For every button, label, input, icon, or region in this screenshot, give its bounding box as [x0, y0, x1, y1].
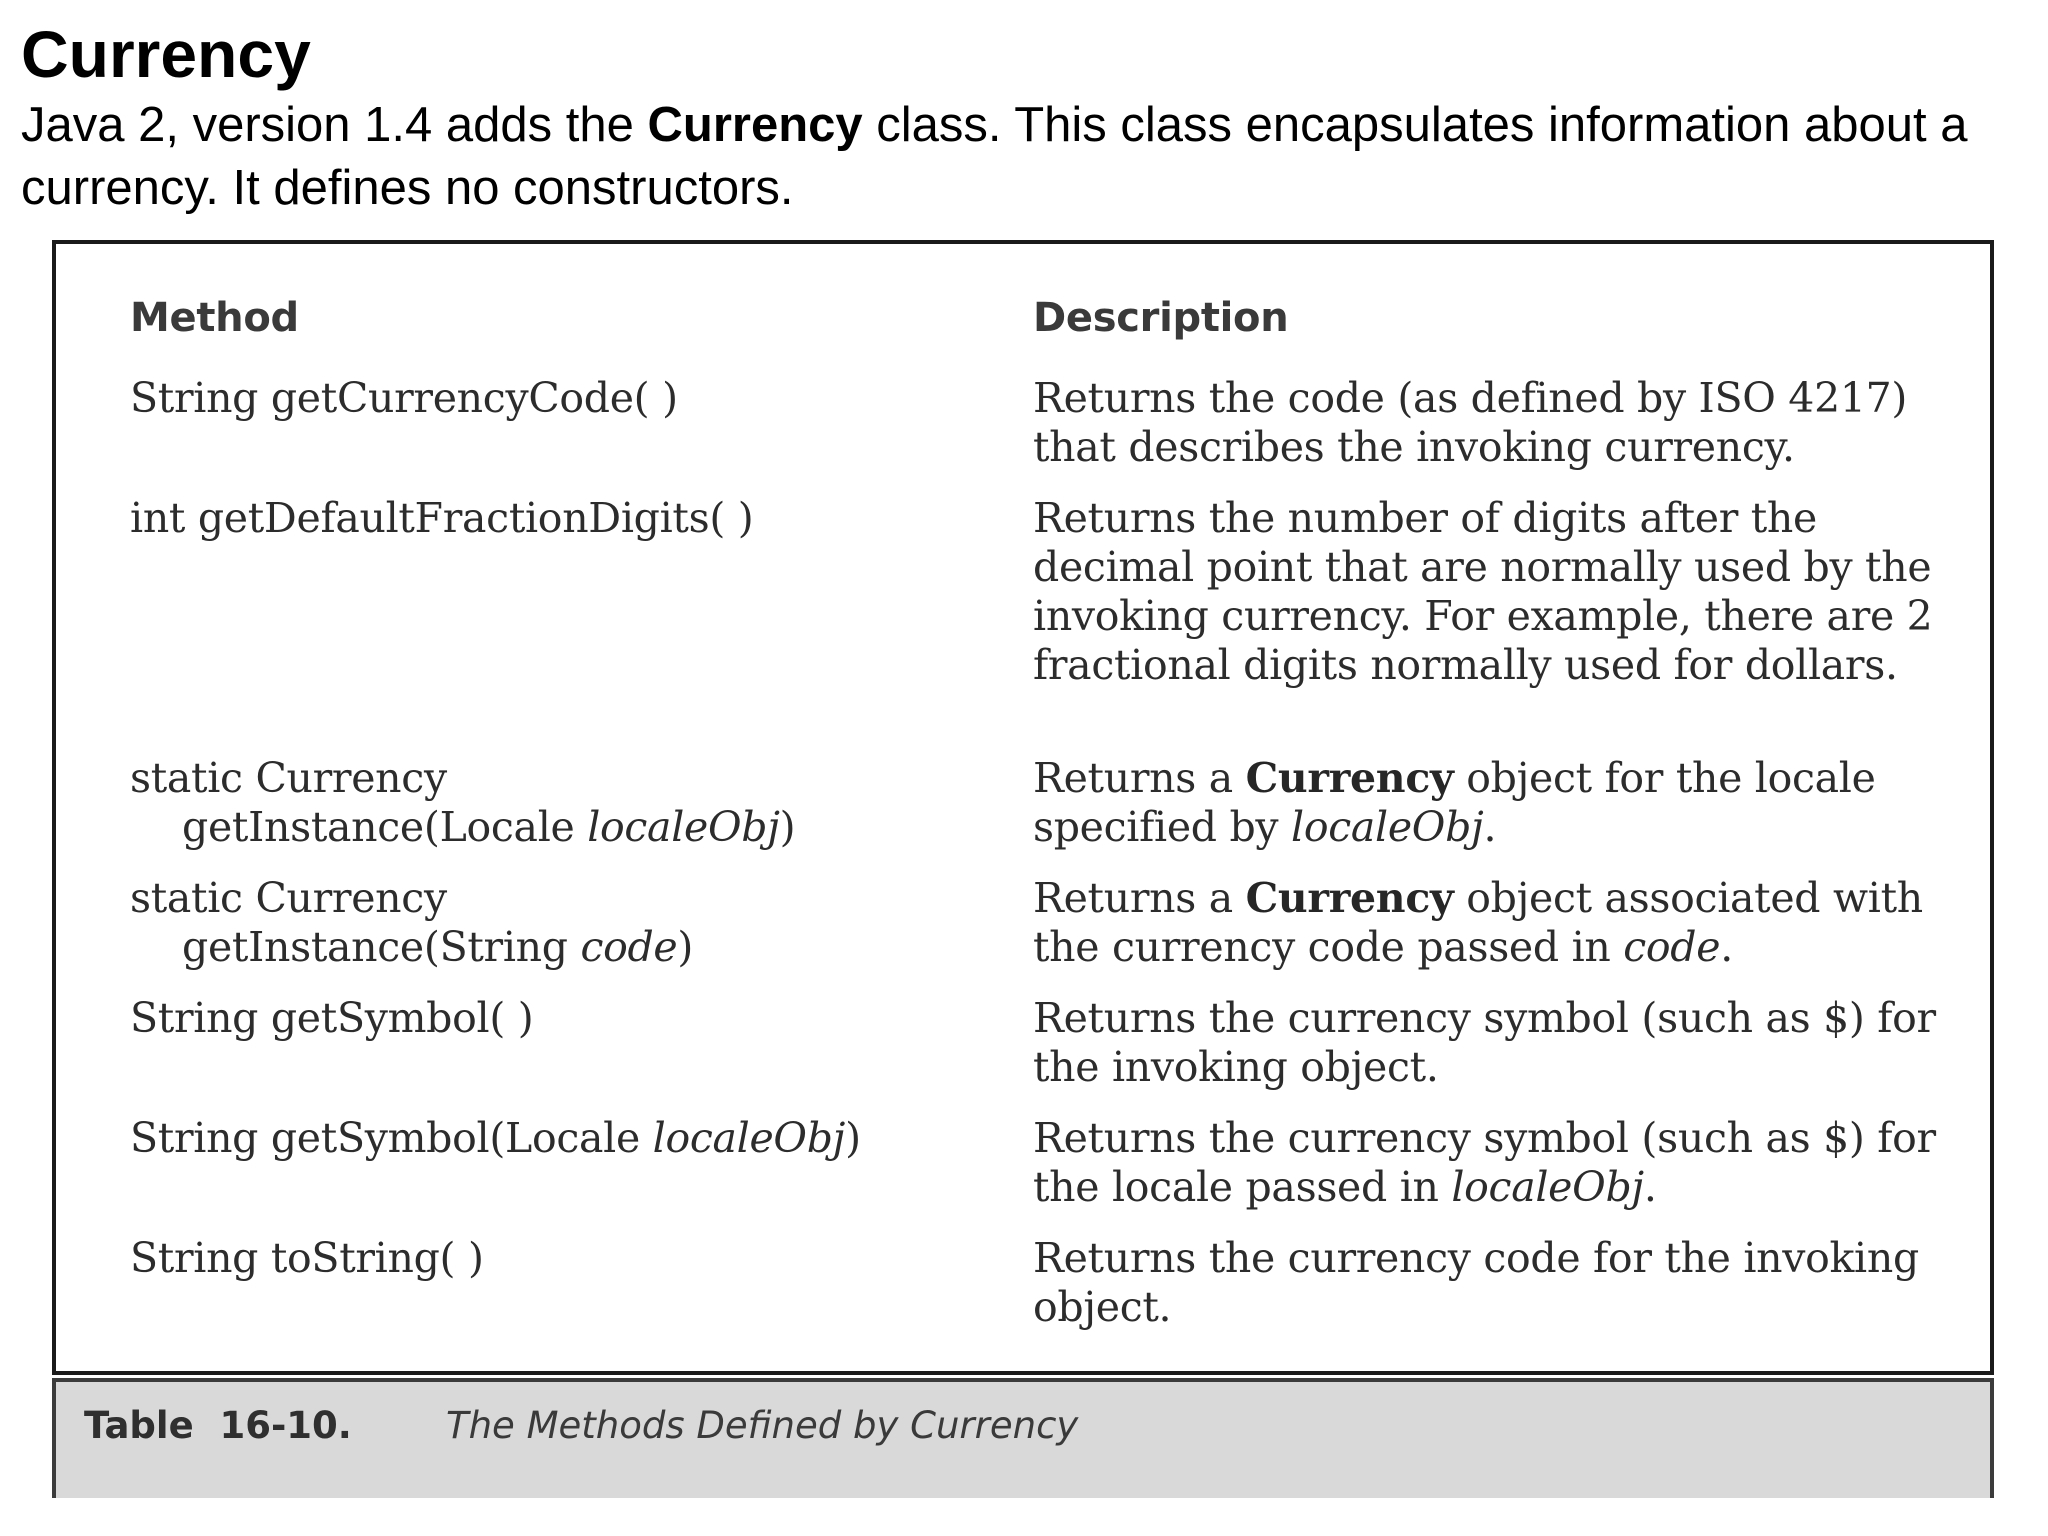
method-signature [130, 994, 990, 1043]
caption-label: Table 16-10. [84, 1404, 352, 1447]
method-parameter: localeObj [587, 803, 780, 851]
intro-text-1: Java 2, version 1.4 adds the [21, 98, 648, 152]
table-caption [52, 1378, 1994, 1498]
description-text: object for the locale specified by [1033, 754, 1876, 851]
method-text: int getDefaultFractionDigits( ) [130, 494, 754, 542]
description-parameter: localeObj [1451, 1163, 1644, 1211]
method-text-continued [130, 803, 990, 852]
method-text: String getSymbol( ) [130, 994, 534, 1042]
description-parameter: localeObj [1291, 803, 1484, 851]
method-text: String getCurrencyCode( ) [130, 374, 678, 422]
intro-paragraph [21, 94, 2041, 220]
column-header-method: Method [130, 295, 299, 341]
column-header-description: Description [1033, 295, 1289, 341]
intro-text-2: class. This class encapsulates information about a currency. It defines no constructors. [21, 98, 1968, 215]
method-call: getInstance(Locale [182, 803, 588, 851]
description-period: . [1643, 1163, 1657, 1211]
method-signature [130, 374, 990, 423]
description-class-name: Currency [1245, 754, 1454, 802]
description-parameter: code [1623, 923, 1721, 971]
method-description [1033, 374, 1953, 472]
method-signature [130, 1114, 990, 1163]
description-text: object associated with the currency code passed in [1033, 874, 1923, 971]
caption-text: The Methods Defined by Currency [446, 1404, 1079, 1447]
description-text: Returns a [1033, 874, 1246, 922]
method-close-paren: ) [677, 923, 694, 971]
description-text: Returns the currency code for the invoking object. [1033, 1234, 1919, 1331]
method-parameter: code [580, 923, 678, 971]
description-text: Returns the currency symbol (such as $) for the invoking object. [1033, 994, 1936, 1091]
method-description [1033, 494, 1953, 690]
method-text: String toString( ) [130, 1234, 484, 1282]
method-call: getInstance(String [182, 923, 581, 971]
method-description [1033, 994, 1953, 1092]
method-close-paren: ) [779, 803, 796, 851]
method-description [1033, 874, 1953, 972]
description-text: Returns the code (as defined by ISO 4217) that describes the invoking currency. [1033, 374, 1908, 471]
methods-table [52, 240, 1994, 1375]
description-text: Returns the currency symbol (such as $) for the locale passed in [1033, 1114, 1936, 1211]
method-text: static Currency [130, 874, 447, 922]
method-close-paren: ) [845, 1114, 861, 1162]
description-text: Returns the number of digits after the decimal point that are normally used by the invoking currency. For example, there are 2 fractional digits normally used for dollars. [1033, 494, 1933, 689]
method-description [1033, 1114, 1953, 1212]
method-signature [130, 1234, 990, 1283]
description-class-name: Currency [1245, 874, 1454, 922]
method-signature [130, 754, 990, 852]
page-title: Currency [21, 17, 311, 91]
method-signature [130, 494, 990, 543]
method-parameter: localeObj [652, 1114, 846, 1162]
method-description [1033, 754, 1953, 852]
method-text: static Currency [130, 754, 447, 802]
description-text: Returns a [1033, 754, 1246, 802]
method-signature [130, 874, 990, 972]
description-period: . [1483, 803, 1497, 851]
method-text-continued [130, 923, 990, 972]
method-description [1033, 1234, 1953, 1332]
description-period: . [1720, 923, 1733, 971]
method-text: String getSymbol(Locale [130, 1114, 653, 1162]
intro-class-name: Currency [647, 98, 863, 152]
